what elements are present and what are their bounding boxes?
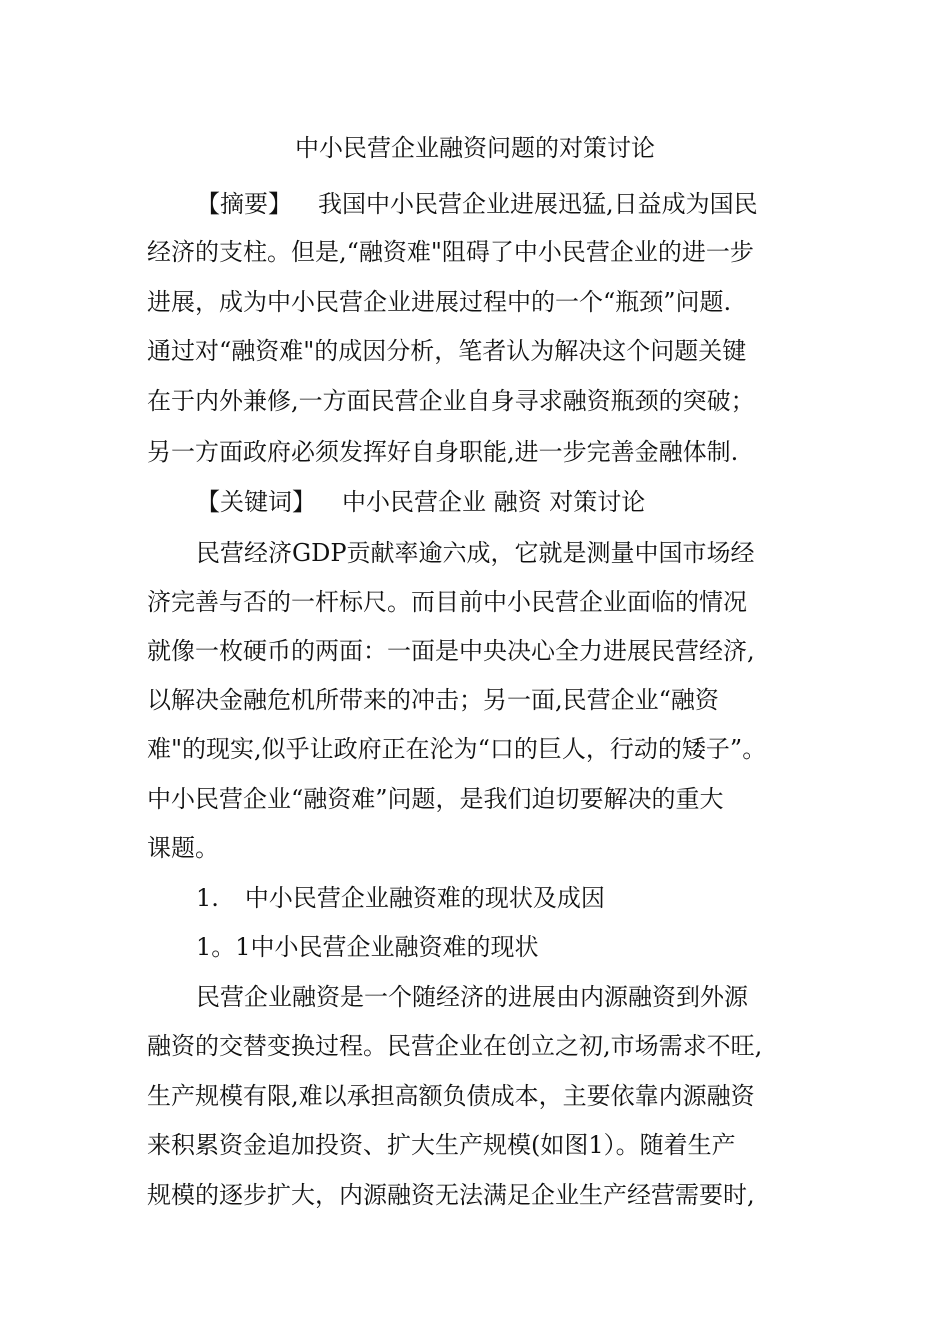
intro-line: 就像一枚硬币的两面：一面是中央决心全力进展民营经济, [147,637,755,665]
body-line: 来积累资金追加投资、扩大生产规模(如图1）。随着生产 [147,1131,736,1159]
intro-line: 课题。 [147,834,219,862]
body-line: 民营企业融资是一个随经济的进展由内源融资到外源 [196,983,748,1011]
body-line: 生产规模有限,难以承担高额负债成本，主要依靠内源融资 [147,1082,755,1110]
abstract-line: 我国中小民营企业进展迅猛,日益成为国民 [318,190,758,218]
abstract-line: 另一方面政府必须发挥好自身职能,进一步完善金融体制. [147,438,739,466]
body-line: 规模的逐步扩大，内源融资无法满足企业生产经营需要时, [147,1181,755,1209]
intro-line: 以解决金融危机所带来的冲击；另一面,民营企业“融资 [147,686,719,714]
keywords-line [196,482,645,522]
keywords-text: 中小民营企业 融资 对策讨论 [342,488,646,516]
abstract-label: 【摘要】 [196,190,292,218]
intro-line: 中小民营企业“融资难”问题，是我们迫切要解决的重大 [147,785,724,813]
abstract-line: 进展，成为中小民营企业进展过程中的一个“瓶颈”问题. [147,288,732,316]
intro-line: 民营经济GDP贡献率逾六成，它就是测量中国市场经 [196,539,755,567]
keywords-label: 【关键词】 [196,488,316,516]
subsection-heading: 1。1中小民营企业融资难的现状 [196,933,539,961]
intro-line: 济完善与否的一杆标尺。而目前中小民营企业面临的情况 [147,588,747,616]
section-title: 中小民营企业融资难的现状及成因 [244,884,605,912]
section-heading [196,878,605,918]
intro-line: 难"的现实,似乎让政府正在沦为“口的巨人，行动的矮子”。 [147,735,767,763]
abstract-line: 通过对“融资难"的成因分析，笔者认为解决这个问题关键 [147,337,747,365]
abstract-line: 在于内外兼修,一方面民营企业自身寻求融资瓶颈的突破； [147,387,755,415]
abstract-first-line [196,184,758,224]
abstract-line: 经济的支柱。但是,“融资难"阻碍了中小民营企业的进一步 [147,238,754,266]
document-title: 中小民营企业融资问题的对策讨论 [295,134,655,162]
body-line: 融资的交替变换过程。民营企业在创立之初,市场需求不旺, [147,1032,763,1060]
section-number: 1. [196,884,219,912]
